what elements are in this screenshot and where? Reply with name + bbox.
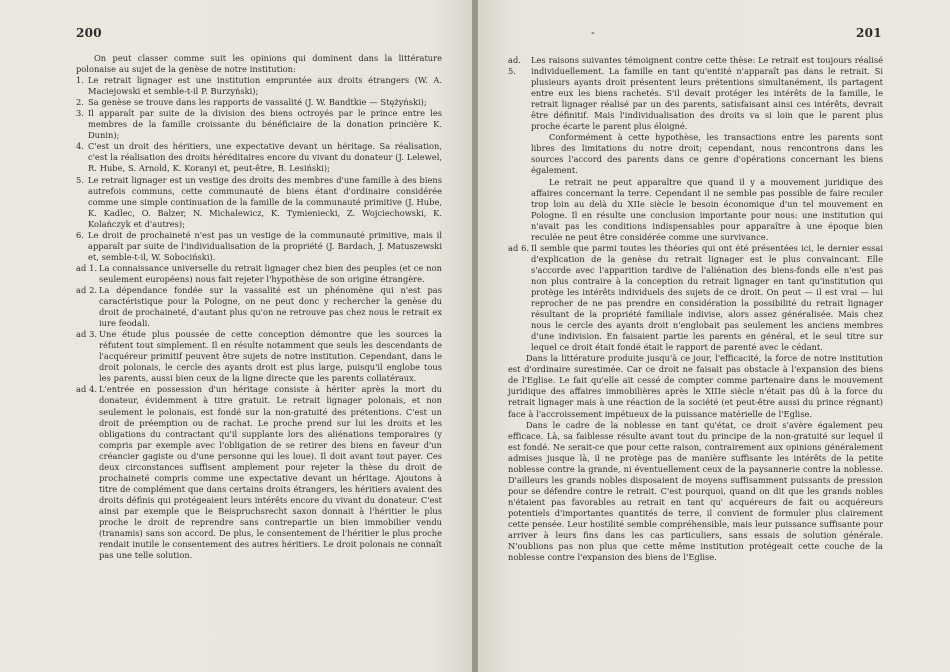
list-item: 1. Le retrait lignager est une institution empruntée aux droits étrangers (W. A. Maciejowski et semble-t-il P. Burzyński); [76, 75, 442, 97]
paragraph: Les raisons suivantes témoignent contre cette thèse: Le retrait est toujours réalisé individuellement. La famille en tant qu'entité n'apparaît pas dans le retrait. Si plusieurs ayants droit présentent leurs prétentions simultanément, ils partagent entre eux les biens rachetés. S'il devait protéger les intérêts de la famille, le retrait lignager réalisé par un des parents, satisfaisant ainsi ces intérêts, devrait être définitif. Mais l'individualisation des droits va si loin que le parent plus proche écarte le parent plus éloigné. [531, 55, 883, 132]
ad-item: ad 3. Une étude plus poussée de cette conception démontre que les sources la réfutent tout simplement. Il en résulte notamment que seuls les descendants de l'acquéreur primitif peuvent être sujets de notre institution. Cependant, dans le droit polonais, le cercle des ayants droit est plus large, puisqu'il englobe tous les parents, aussi bien ceux de la ligne directe que les parents collatéraux. [76, 329, 442, 384]
ad-item: ad 4. L'entrée en possession d'un héritage consiste à hériter après la mort du donateur, évidemment à titre gratuit. Le retrait lignager polonais, et non seulement le polonais, est fondé sur la non-gratuité des prétentions. C'est un droit de préemption ou de rachat. Le proche prend sur lui les droits et les obligations du contractant qu'il supplante lors des aliénations temporaires (y compris par exemple avec l'obligation de se retirer des biens en faveur d'un créancier gagiste ou d'une personne qui les loue). Il doit avant tout payer. Ces deux circonstances suffisent amplement pour rejeter la thèse du droit de prochaineté compris comme une expectative devant un héritage. Ajoutons à titre de complément que dans certains droits étrangers, les héritiers avaient des droits définis qui protégeaient leurs intérêts encore du vivant du donateur. C'est ainsi par exemple que le Beispruchsrecht saxon donnait à l'héritier le plus proche le droit de reprendre sans contrepartie un bien immobilier vendu (tranamis) sans son accord. De plus, le consentement de l'héritier le plus proche rendait inutile le consentement des autres héritiers. Le droit polonais ne connaît pas une telle solution. [76, 384, 442, 561]
paragraph: Conformément à cette hypothèse, les transactions entre les parents sont libres des limitations du notre droit; cependant, nous rencontrons dans les sources l'accord des parents dans ce genre d'opérations concernant les biens également. [531, 132, 883, 176]
page-number: 201 [856, 26, 882, 40]
intro-paragraph: On peut classer comme suit les opinions qui dominent dans la littérature polonaise au sujet de la genèse de notre institution: [76, 53, 442, 75]
ad-item: ad. 5. Les raisons suivantes témoignent contre cette thèse: Le retrait est toujours réalisé individuellement. La famille en tant qu'entité n'apparaît pas dans le retrait. Si plusieurs ayants droit présentent leurs prétentions simultanément, ils partagent entre eux les biens rachetés. S'il devait protéger les intérêts de la famille, le retrait lignager réalisé par un des parents, satisfaisant ainsi ces intérêts, devrait être définitif. Mais l'individualisation des droits va si loin que le parent plus proche écarte le parent plus éloigné. Conformément à cette hypothèse, les transactions entre les parents sont libres des limitations du notre droit; cependant, nous rencontrons dans les sources l'accord des parents dans ce genre d'opérations concernant les biens également. Le retrait ne peut apparaître que quand il y a mouvement juridique des affaires concernant la terre. Cependant il ne semble pas possible de faire reculer trop loin au delà du XIIe siècle le besoin économique d'un tel mouvement en Pologne. Il en résulte une conclusion importante pour nous: une institution qui n'avait pas les conditions indispensables pour apparaître à une époque bien reculée ne peut être considérée comme une survivance. [508, 55, 883, 242]
page-mark: - [591, 26, 595, 39]
ad-item: ad 1. La connaissance universelle du retrait lignager chez bien des peuples (et ce non seulement européens) nous fait rejeter l'hypothèse de son origine étrangère. [76, 262, 442, 284]
list-item: 6. Le droit de prochaineté n'est pas un vestige de la communauté primitive, mais il apparaît par suite de l'individualisation de la propriété (J. Bardach, J. Matuszewski et, semble-t-il, W. Sobociński). [76, 229, 442, 262]
ad-item: ad 6. Il semble que parmi toutes les théories qui ont été présentées ici, le dernier essai d'explication de la genèse du retrait lignager est le plus convaincant. Elle s'accorde avec l'apparition tardive de l'aliénation des biens-fonds elle n'est pas non plus contraire à la conception du retrait lignager en tant qu'institution qui protège les intérêts individuels des sujets de ce droit. On peut — il est vrai — lui reprocher de ne pas prendre en considération la possibilité du retrait lignager résultant de la propriété familiale indivise, alors assez généralisée. Mais chez nous le cercle des ayants droit n'englobait pas seulement les anciens membres d'une indivision. En faisaient partie les parents en général, et le seul titre sur lequel ce droit était fondé était le rapport de parenté avec le cédant. [508, 242, 883, 353]
right-page-text [508, 55, 883, 563]
list-item: 4. C'est un droit des héritiers, une expectative devant un héritage. Sa réalisation, c'est la réalisation des droits héréditaires encore du vivant du donateur (J. Lelewel, R. Hube, S. Arnold, K. Koranyi et, peut-être, B. Lesiński); [76, 141, 442, 174]
list-item: 3. Il apparaît par suite de la division des biens octroyés par le prince entre les membres de la famille croissante du bénéficiaire de la donation princière K. Dunin); [76, 108, 442, 141]
paragraph: Le retrait ne peut apparaître que quand il y a mouvement juridique des affaires concernant la terre. Cependant il ne semble pas possible de faire reculer trop loin au delà du XIIe siècle le besoin économique d'un tel mouvement en Pologne. Il en résulte une conclusion importante pour nous: une institution qui n'avait pas les conditions indispensables pour apparaître à une époque bien reculée ne peut être considérée comme une survivance. [531, 176, 883, 242]
left-page-text [76, 53, 442, 561]
left-page [0, 0, 472, 672]
page-number: 200 [76, 26, 102, 40]
paragraph: Dans la littérature produite jusqu'à ce jour, l'efficacité, la force de notre institution est d'ordinaire surestimée. Car ce droit ne faisait pas obstacle à l'expansion des biens de l'Eglise. Le fait qu'elle ait cessé de compter comme partenaire dans le mouvement juridique des affaires immobilières après le XIIIe siècle n'était pas dû à la force du retrait lignager mais à une réaction de la société (et peut-être aussi du prince régnant) face à l'accroissement impétueux de la puissance matérielle de l'Eglise. [508, 353, 883, 419]
ad-item: ad 2. La dépendance fondée sur la vassalité est un phénomène qui n'est pas caractéristique pour la Pologne, on ne peut donc y rechercher la genèse du droit de prochaineté, d'autant plus qu'on ne retrouve pas chez nous le retrait ex iure feodali. [76, 284, 442, 329]
list-item: 2. Sa genèse se trouve dans les rapports de vassalité (J. W. Bandtkie — Stężyński); [76, 97, 427, 108]
paragraph: Dans le cadre de la noblesse en tant qu'état, ce droit s'avère également peu efficace. Là, sa faiblesse résulte avant tout du principe de la non-gratuité sur lequel il est fondé. Ne serait-ce que pour cette raison, contrairement aux opinions généralement admises jusque là, il ne protège pas de manière suffisante les intérêts de la petite noblesse contre la grande, ni éventuellement ceux de la paysannerie contre la noblesse. D'ailleurs les grands nobles disposaient de moyens suffisamment puissants de pression pour se défendre contre le retrait. C'est pourquoi, quand on dit que les grands nobles n'étaient pas favorables au retrait en tant qu' acquéreurs de fait ou acquéreurs potentiels d'importantes quantités de terre, il convient de formuler plus clairement cette pensée. Leur hostilité semble compréhensible, mais leur puissance suffisante pour arriver à leurs fins dans les cas particuliers, sans essais de solution générale. N'oublions pas non plus que cette même institution protégeait cette couche de la noblesse contre l'expansion des biens de l'Eglise. [508, 419, 883, 563]
list-item: 5. Le retrait lignager est un vestige des droits des membres d'une famille à des biens autrefois communs, cette communauté de biens étant d'ordinaire considérée comme une simple continuation de la famille de la communauté primitive (J. Hube, K. Kadlec, O. Balzer, N. Michalewicz, K. Tymieniecki, Z. Wojciechowski, K. Kolańczyk et d'autres); [76, 174, 442, 229]
right-page [478, 0, 950, 672]
